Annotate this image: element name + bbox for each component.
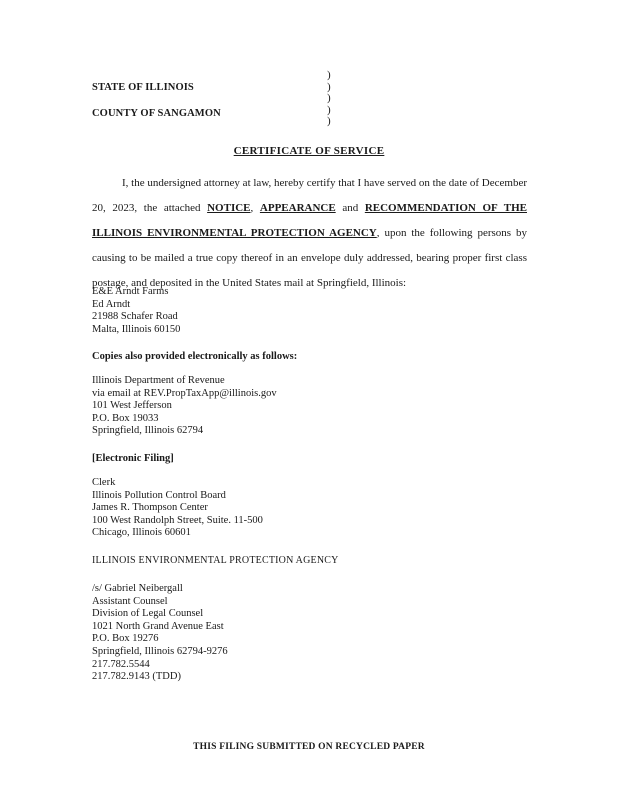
address-line: Chicago, Illinois 60601 bbox=[92, 527, 191, 539]
caption-parentheses bbox=[327, 70, 331, 128]
paren: ) bbox=[327, 69, 331, 81]
paren: ) bbox=[327, 115, 331, 127]
address-line: P.O. Box 19033 bbox=[92, 412, 159, 424]
caption-state: STATE OF ILLINOIS bbox=[92, 82, 194, 93]
recipient-address bbox=[92, 286, 180, 336]
paren: ) bbox=[327, 103, 331, 116]
address-line: Illinois Pollution Control Board bbox=[92, 489, 226, 501]
caption-county: COUNTY OF SANGAMON bbox=[92, 108, 221, 119]
signature-block bbox=[92, 583, 228, 684]
address-line: James R. Thompson Center bbox=[92, 502, 208, 514]
certification-paragraph bbox=[92, 171, 527, 296]
address-line: E&E Arndt Farms bbox=[92, 286, 169, 297]
address-line: 101 West Jefferson bbox=[92, 400, 172, 412]
recommendation-label: RECOMMENDATION OF THE ILLINOIS ENVIRONMENTAL PROTECTION AGENCY bbox=[92, 202, 527, 239]
copies-heading: Copies also provided electronically as follows: bbox=[92, 351, 298, 362]
address-line: Illinois Department of Revenue bbox=[92, 375, 225, 386]
paren: ) bbox=[327, 92, 331, 104]
paragraph-text: I, the undersigned attorney at law, hereby certify that I have served on the date of December 20, 2023, the attached bbox=[92, 177, 527, 214]
paragraph-text: , bbox=[250, 202, 260, 214]
notice-label: NOTICE bbox=[207, 202, 251, 214]
address-line: via email at REV.PropTaxApp@illinois.gov bbox=[92, 387, 277, 399]
revenue-address bbox=[92, 375, 277, 438]
address-line: Ed Arndt bbox=[92, 298, 131, 310]
signature-line: Division of Legal Counsel bbox=[92, 608, 204, 620]
clerk-address bbox=[92, 477, 263, 540]
electronic-filing-heading: [Electronic Filing] bbox=[92, 453, 174, 464]
signature-line: P.O. Box 19276 bbox=[92, 633, 159, 645]
address-line: Malta, Illinois 60150 bbox=[92, 323, 181, 335]
signature-line: Springfield, Illinois 62794-9276 bbox=[92, 645, 228, 657]
address-line: Clerk bbox=[92, 477, 116, 488]
paragraph-text: , upon the following persons by causing to be mailed a true copy thereof in an envelope duly addressed, bearing proper first class postage, and deposited in the United States mail at Springfield, Illinois: bbox=[92, 227, 527, 289]
signature-line: 217.782.5544 bbox=[92, 658, 150, 670]
signature-line: 217.782.9143 (TDD) bbox=[92, 671, 181, 683]
address-line: Springfield, Illinois 62794 bbox=[92, 425, 204, 437]
agency-name: ILLINOIS ENVIRONMENTAL PROTECTION AGENCY bbox=[92, 555, 339, 566]
address-line: 100 West Randolph Street, Suite. 11-500 bbox=[92, 514, 263, 526]
appearance-label: APPEARANCE bbox=[259, 202, 336, 214]
paren: ) bbox=[327, 80, 331, 93]
paragraph-text: and bbox=[335, 202, 365, 214]
address-line: 21988 Schafer Road bbox=[92, 311, 178, 323]
signature-line: /s/ Gabriel Neibergall bbox=[92, 583, 183, 594]
signature-line: 1021 North Grand Avenue East bbox=[92, 620, 224, 632]
document-title: CERTIFICATE OF SERVICE bbox=[233, 145, 385, 157]
signature-line: Assistant Counsel bbox=[92, 595, 168, 607]
recycled-paper-footer: THIS FILING SUBMITTED ON RECYCLED PAPER bbox=[193, 742, 425, 752]
